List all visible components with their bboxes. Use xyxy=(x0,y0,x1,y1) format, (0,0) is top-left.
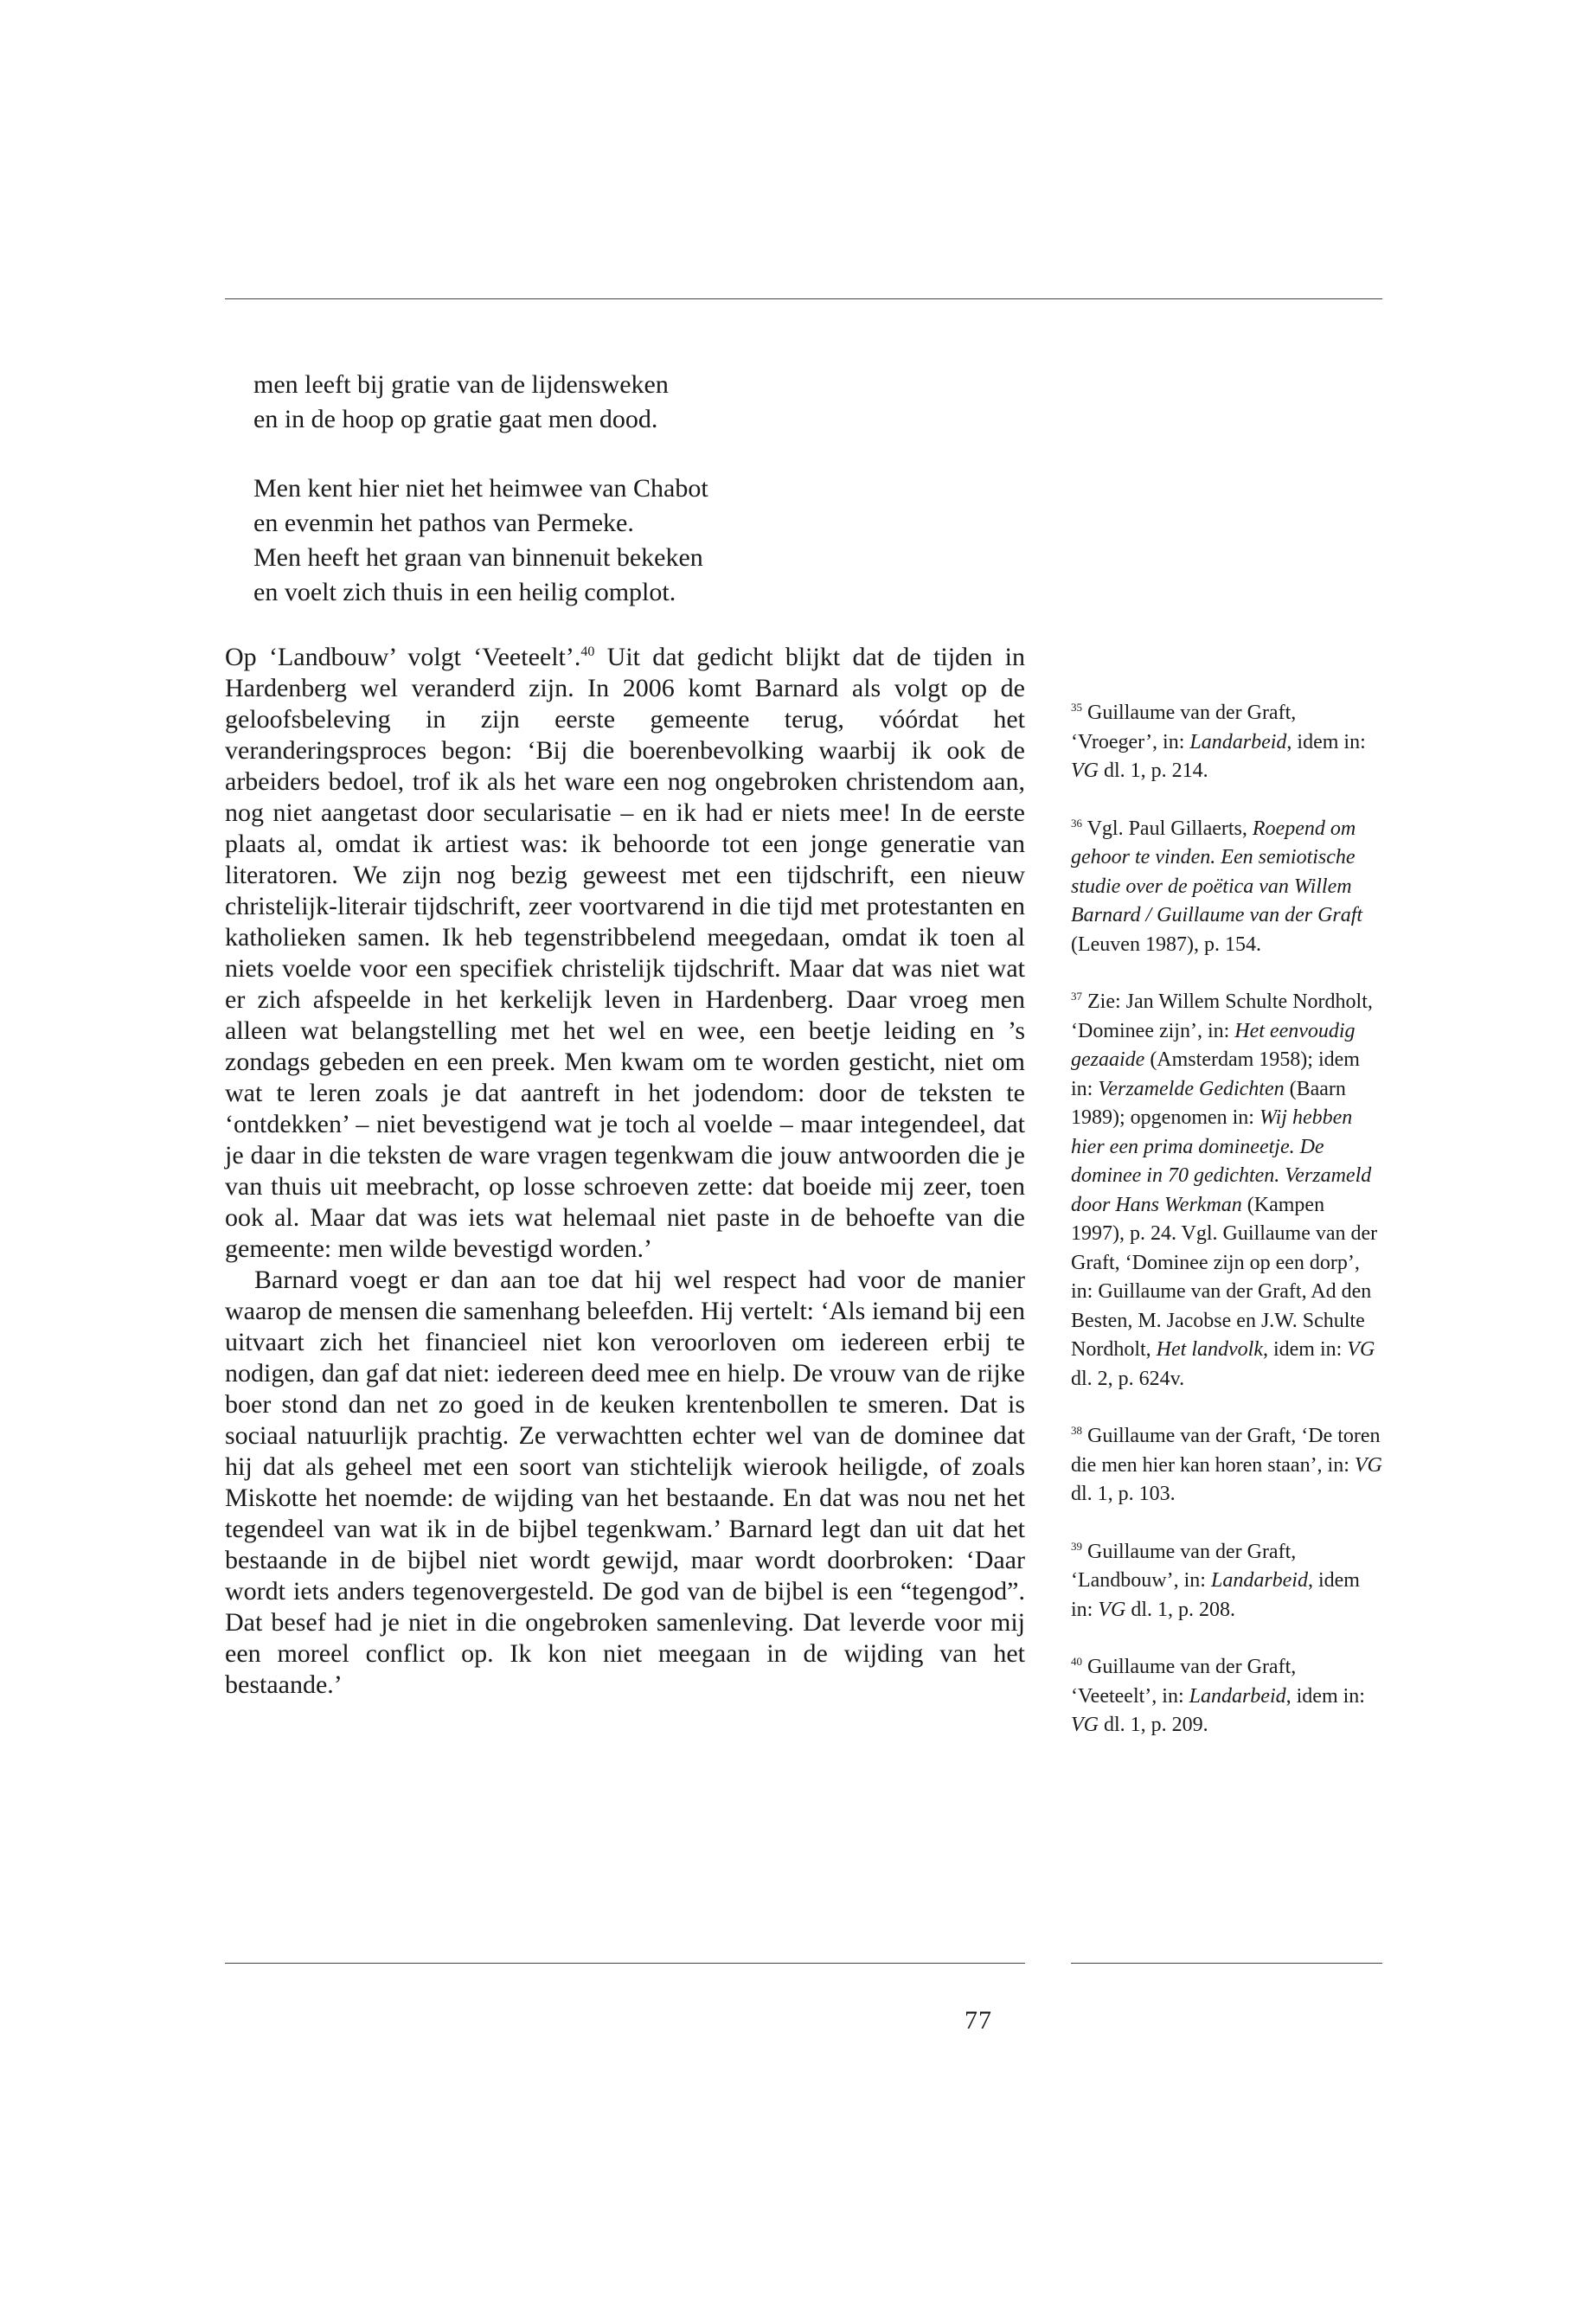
poem-line: en evenmin het pathos van Permeke. xyxy=(253,509,634,537)
note-text: (Kampen 1997), p. 24. Vgl. Guillaume van der Graft, ‘Dominee zijn op een dorp’, in: Guillaume van der Graft, Ad den Besten, M. Jacobse en J.W. Schulte Nordholt, xyxy=(1071,1193,1378,1361)
note-text: Guillaume van der Graft, ‘Vroeger’, in: xyxy=(1071,702,1297,753)
note-title: VG xyxy=(1347,1338,1375,1361)
bottom-rule-notes xyxy=(1071,1963,1382,1964)
note-text: Zie: Jan Willem Schulte Nordholt, ‘Dominee zijn’, in: xyxy=(1071,990,1373,1042)
note-title: VG xyxy=(1098,1598,1126,1621)
note-text: Guillaume van der Graft, ‘Landbouw’, in: xyxy=(1071,1540,1297,1592)
note-title: Het landvolk xyxy=(1156,1338,1263,1361)
poem-line: men leeft bij gratie van de lijdensweken xyxy=(253,370,669,399)
note-title: Wij hebben hier een prima domineetje. De dominee in 70 gedichten. Verzameld door Hans Werkman xyxy=(1071,1106,1372,1216)
paragraph-text: Uit dat gedicht blijkt dat de tijden in Hardenberg wel veranderd zijn. In 2006 komt Barnard als volgt op de geloofsbeleving in zijn eerste gemeente terug, vóórdat het veranderingsproces begon: ‘Bij die boerenbevolking waarbij ik ook de arbeiders bedoel, trof ik als het ware een nog ongebroken christendom aan, nog niet aangetast door secularisatie – en ik had er niets mee! In de eerste plaats al, omdat ik artiest was: ik behoorde tot een jonge generatie van literatoren. We zijn nog bezig geweest met een tijdschrift, een nieuw christelijk-literair tijdschrift, zeer voortvarend in die tijd met protestanten en katholieken samen. Ik heb tegenstribbelend meegedaan, omdat ik toen al niets voelde voor een specifiek christelijk tijdschrift. Maar dat was niet wat er zich afspeelde in het kerkelijk leven in Hardenberg. Daar vroeg men alleen wat belangstelling met het wel en wee, een beetje leiding en ’s zondags gebeden en een preek. Men kwam om te worden gesticht, niet om wat te leren zoals je dat aantreft in het jodendom: door de teksten te ‘ontdekken’ – niet bevestigend wat je toch al voelde – maar integendeel, dat je daar in die teksten de ware vragen tegenkwam die jouw antwoorden die je van thuis uit meebracht, op losse schroeven zette: dat boeide mij zeer, toen ook al. Maar dat was iets wat helemaal niet paste in de behoefte van die gemeente: men wilde bevestigd worden.’ xyxy=(225,643,1025,1263)
page-number: 77 xyxy=(965,2006,992,2035)
note-text: Guillaume van der Graft, ‘Veeteelt’, in: xyxy=(1071,1656,1297,1708)
footnotes-column xyxy=(1071,699,1382,1769)
poem-line: Men kent hier niet het heimwee van Chabot xyxy=(253,474,708,503)
footnote-38 xyxy=(1071,1422,1382,1509)
note-title: VG xyxy=(1071,760,1099,782)
note-text: (Leuven 1987), p. 154. xyxy=(1071,933,1261,956)
footnote-number: 36 xyxy=(1071,816,1082,830)
paragraph-text: Op ‘Landbouw’ volgt ‘Veeteelt’. xyxy=(225,643,581,671)
note-title: Landarbeid xyxy=(1189,730,1287,753)
note-text: , idem in: xyxy=(1262,1338,1348,1361)
footnote-ref-40: 40 xyxy=(580,644,595,659)
footnote-35 xyxy=(1071,699,1382,786)
note-text: dl. 1, p. 208. xyxy=(1125,1598,1236,1621)
poem-line: en voelt zich thuis in een heilig complot. xyxy=(253,578,676,606)
note-title: Verzamelde Gedichten xyxy=(1098,1077,1285,1100)
footnote-36 xyxy=(1071,815,1382,960)
poem-stanza-1 xyxy=(253,368,669,437)
footnote-39 xyxy=(1071,1538,1382,1625)
note-text: (Baarn 1989); opgenomen in: xyxy=(1071,1077,1346,1129)
note-text: dl. 1, p. 103. xyxy=(1071,1483,1176,1505)
note-title: Landarbeid xyxy=(1189,1684,1286,1708)
note-text: dl. 2, p. 624v. xyxy=(1071,1367,1185,1390)
note-text: , idem in: xyxy=(1285,1684,1365,1708)
note-text: Vgl. Paul Gillaerts, xyxy=(1082,817,1253,840)
note-text: , idem in: xyxy=(1071,1569,1360,1621)
footnote-number: 39 xyxy=(1071,1539,1082,1553)
top-rule xyxy=(225,298,1382,299)
poem-line: en in de hoop op gratie gaat men dood. xyxy=(253,405,658,433)
note-title: Roepend om gehoor te vinden. Een semiotische studie over de poëtica van Willem Barnard / Guillaume van der Graft xyxy=(1071,817,1363,926)
main-text xyxy=(225,642,1025,1701)
note-title: VG xyxy=(1071,1714,1099,1736)
note-text: dl. 1, p. 209. xyxy=(1099,1714,1208,1736)
poem-line: Men heeft het graan van binnenuit bekeken xyxy=(253,543,703,572)
paragraph-1 xyxy=(225,642,1025,1265)
note-title: Het eenvoudig gezaaide xyxy=(1071,1019,1356,1071)
footnote-number: 37 xyxy=(1071,990,1082,1003)
note-text: dl. 1, p. 214. xyxy=(1099,760,1208,782)
note-text: , idem in: xyxy=(1286,730,1366,753)
bottom-rule-main xyxy=(225,1963,1025,1964)
note-text: (Amsterdam 1958); idem in: xyxy=(1071,1048,1360,1100)
paragraph-2: Barnard voegt er dan aan toe dat hij wel respect had voor de manier waarop de mensen die samenhang beleefden. Hij vertelt: ‘Als iemand bij een uitvaart zich het financieel niet kon veroorloven om iedereen erbij te nodigen, dan gaf dat niet: iedereen deed mee en hielp. De vrouw van de rijke boer stond dan net zo goed in de keuken krentenbollen te smeren. Dat is sociaal natuurlijk prachtig. Ze verwachtten echter wel van de dominee dat hij dat als geheel met een soort van stichtelijk wierook heiligde, of zoals Miskotte het noemde: de wijding van het bestaande. En dat was nou net het tegendeel van wat ik in de bijbel tegenkwam.’ Barnard legt dan uit dat het bestaande in de bijbel niet wordt gewijd, maar wordt doorbroken: ‘Daar wordt iets anders tegenovergesteld. De god van de bijbel is een “tegengod”. Dat besef had je niet in die ongebroken samenleving. Dat leverde voor mij een moreel conflict op. Ik kon niet meegaan in de wijding van het bestaande.’ xyxy=(225,1266,1025,1699)
poem-stanza-2 xyxy=(253,471,708,610)
footnote-number: 40 xyxy=(1071,1655,1082,1668)
footnote-37 xyxy=(1071,988,1382,1394)
footnote-40 xyxy=(1071,1653,1382,1740)
note-title: VG xyxy=(1354,1453,1382,1477)
note-title: Landarbeid xyxy=(1210,1569,1308,1592)
footnote-number: 35 xyxy=(1071,701,1082,714)
footnote-number: 38 xyxy=(1071,1424,1082,1437)
note-text: Guillaume van der Graft, ‘De toren die men hier kan horen staan’, in: xyxy=(1071,1425,1381,1477)
